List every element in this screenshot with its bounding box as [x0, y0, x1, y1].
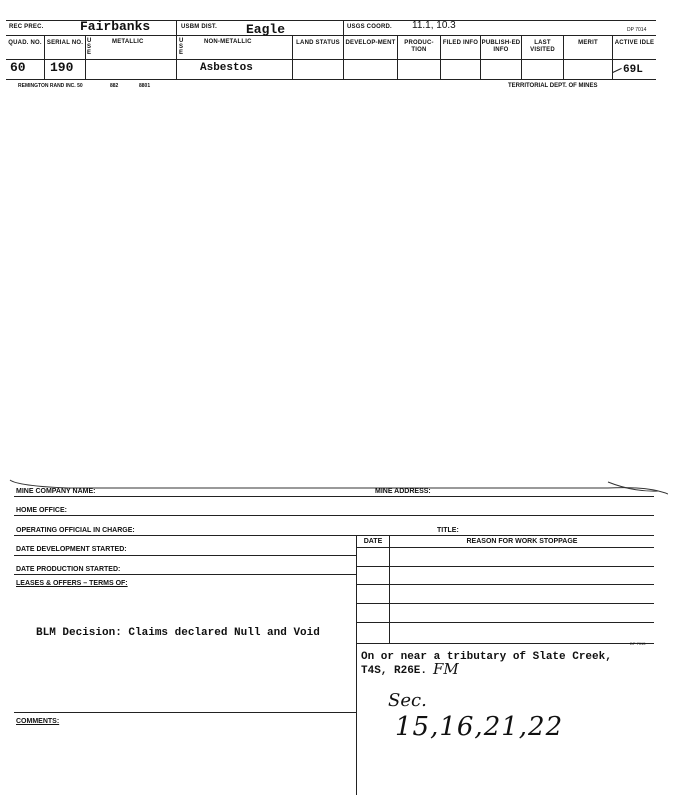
usgs-coord-label: USGS COORD.	[347, 24, 392, 30]
row-quad: 60	[10, 60, 26, 75]
col-filed-info: FILED INFO	[442, 40, 479, 46]
location-line-2: T4S, R26E.	[361, 665, 428, 677]
comments-label: COMMENTS:	[16, 718, 60, 725]
rec-prec-value: Fairbanks	[80, 19, 151, 34]
date-prod-started-label: DATE PRODUCTION STARTED:	[16, 566, 121, 573]
col-last-visited: LAST VISITED	[530, 40, 555, 53]
reason-col-header: REASON FOR WORK STOPPAGE	[466, 538, 578, 545]
col-published-info: PUBLISH-ED INFO	[481, 40, 521, 53]
col-active-idle: ACTIVE IDLE	[614, 40, 655, 46]
title-label: TITLE:	[437, 527, 459, 534]
check-mark	[612, 68, 621, 73]
row-non-metallic: Asbestos	[200, 62, 253, 74]
col-serial-no: SERIAL NO.	[46, 40, 84, 46]
col-merit: MERIT	[578, 40, 598, 46]
sec-label: Sec.	[388, 690, 427, 711]
form-number: DP 7014	[627, 27, 647, 33]
col-quad-no: QUAD. NO.	[8, 40, 42, 46]
leases-offers-label: LEASES & OFFERS – TERMS OF:	[16, 580, 128, 587]
scan-edge	[8, 472, 668, 498]
rec-prec-label: REC PREC.	[9, 24, 44, 30]
mine-company-name-label: MINE COMPANY NAME:	[16, 488, 96, 495]
printer-label: REMINGTON RAND INC. 50	[18, 83, 83, 89]
col-metallic: METALLIC	[112, 39, 144, 45]
row-serial: 190	[50, 60, 74, 75]
code-1: 882	[110, 83, 119, 89]
home-office-label: HOME OFFICE:	[16, 507, 67, 514]
date-col-header: DATE	[363, 538, 383, 545]
usbm-dist-value: Eagle	[246, 22, 286, 37]
col-development: DEVELOP-MENT	[345, 40, 396, 46]
sec-values: 15,16,21,22	[395, 712, 564, 742]
location-line-1: On or near a tributary of Slate Creek,	[361, 651, 612, 663]
col-use-metallic: U S E	[87, 38, 92, 56]
form-number-2: DP 7015	[630, 641, 646, 646]
code-2: 8801	[139, 83, 151, 89]
col-non-metallic: NON-METALLIC	[204, 39, 252, 45]
initials: FM	[433, 660, 459, 678]
operating-official-label: OPERATING OFFICIAL IN CHARGE:	[16, 527, 135, 534]
col-land-status: LAND STATUS	[296, 40, 340, 46]
blm-decision: BLM Decision: Claims declared Null and Void	[36, 627, 320, 639]
usbm-dist-label: USBM DIST.	[181, 24, 218, 30]
usgs-coord-value: 11.1, 10.3	[412, 20, 456, 31]
mine-address-label: MINE ADDRESS:	[375, 488, 431, 495]
date-dev-started-label: DATE DEVELOPMENT STARTED:	[16, 546, 127, 553]
col-use-nonmetallic: U S E	[179, 38, 184, 56]
department-label: TERRITORIAL DEPT. OF MINES	[508, 83, 598, 89]
row-active-idle: 69L	[623, 64, 643, 76]
col-production: PRODUC-TION	[404, 40, 434, 53]
